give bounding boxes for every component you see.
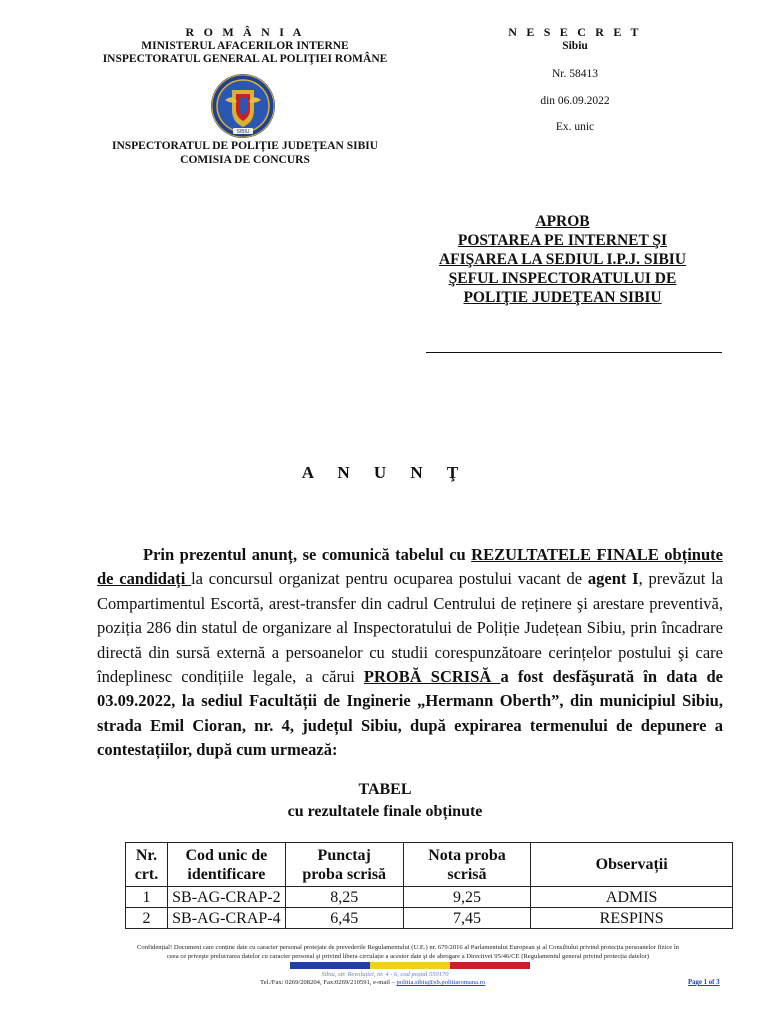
paragraph-test-details: a fost desfăşurată în data de 03.09.2022, la sediul Facultății de Inginerie „Hermann Oberth”, din municipiul Sibiu, strada Emil Cioran, nr. 4, județul Sibiu, după expirarea termenului de depunere a contestațiilor, după cum urmează: <box>97 667 723 760</box>
cell-score: 8,25 <box>285 887 403 908</box>
document-title: A N U N Ţ <box>301 463 469 482</box>
header-code: Cod unic de identificare <box>167 843 285 887</box>
header-observations: Observații <box>531 843 733 887</box>
header-grade: Nota proba scrisă <box>403 843 531 887</box>
registration-date: din 06.09.2022 <box>540 94 610 107</box>
inspectorate-name: INSPECTORATUL GENERAL AL POLIŢIEI ROMÂNE <box>102 53 388 65</box>
city-label: Sibiu <box>562 39 588 52</box>
table-subtitle: cu rezultatele finale obținute <box>287 803 483 820</box>
paragraph-written-test-emphasis: PROBĂ SCRISĂ <box>363 667 501 687</box>
cell-nr: 2 <box>126 908 168 929</box>
table-row <box>126 887 733 908</box>
cell-code: SB-AG-CRAP-4 <box>167 908 285 929</box>
paragraph-results-emphasis: REZULTATELE FINALE obținute de candidați <box>97 545 723 589</box>
tricolor-flag-stripe <box>290 962 530 969</box>
header-score: Punctaj proba scrisă <box>285 843 403 887</box>
footer-contact <box>260 979 560 986</box>
registration-number: Nr. 58413 <box>552 68 598 80</box>
document-registration-block <box>495 26 655 135</box>
footer-email-link[interactable]: politia.sibiu@sb.politiaromana.ro <box>396 979 486 986</box>
crest-label: SIBIU <box>236 129 250 135</box>
table-title: TABEL <box>358 781 412 798</box>
paragraph-contest-text: la concursul organizat pentru ocuparea postului vacant de <box>191 569 588 589</box>
flag-yellow <box>370 962 450 969</box>
copy-label: Ex. unic <box>555 121 595 133</box>
cell-score: 6,45 <box>285 908 403 929</box>
confidentiality-line-2: ceea ce priveşte prelucrarea datelor cu caracter personal şi privind libera circulație a acestor date şi de abrogare a Directivei 95/46/CE (Regulamentul general privind protecția datelor) <box>166 953 650 960</box>
cell-code: SB-AG-CRAP-2 <box>167 887 285 908</box>
confidentiality-note <box>88 943 728 961</box>
cell-grade: 7,45 <box>403 908 531 929</box>
issuing-unit-block <box>60 139 430 167</box>
ministry-name: MINISTERUL AFACERILOR INTERNE <box>141 39 349 52</box>
paragraph-position-title: agent I <box>587 569 639 589</box>
announcement-paragraph <box>97 543 723 763</box>
header-institution-block <box>60 26 430 67</box>
approval-line-3: AFIŞAREA LA SEDIUL I.P.J. SIBIU <box>438 251 687 268</box>
flag-blue <box>290 962 370 969</box>
country-name: R O M Â N I A <box>185 25 305 39</box>
paragraph-intro: Prin prezentul anunț, se comunică tabelul cu <box>143 545 472 564</box>
confidentiality-line-1: Confidențial! Document care conține date cu caracter personal protejate de prevederile Regulamentului (U.E.) nr. 679/2016 al Parlamentului European şi al Consiliului privind protecția persoanelor fizice în <box>137 944 679 951</box>
approval-line-1: APROB <box>535 213 590 230</box>
results-table <box>125 842 733 929</box>
table-row <box>126 908 733 929</box>
police-crest-logo <box>203 72 283 140</box>
cell-nr: 1 <box>126 887 168 908</box>
cell-observation: RESPINS <box>531 908 733 929</box>
table-header-row <box>126 843 733 887</box>
footer-phone-fax: Tel./Fax: 0269/208204, Fax:0269/210591, e-mail – <box>260 979 397 986</box>
signature-line <box>426 352 722 353</box>
paragraph-position-details: , prevăzut la Compartimentul Escortă, arest-transfer din cadrul Centrului de reținere şi arestare preventivă, poziția 286 din statul de organizare al Inspectoratului de Poliție Județean Sibiu, prin încadrare directă din sursă externă a persoanelor cu studii corespunzătoare cerințelor postului şi care îndeplinesc condițiile legale, a cărui <box>97 569 723 687</box>
commission-name: COMISIA DE CONCURS <box>180 154 310 166</box>
table-title-block <box>0 779 770 823</box>
approval-line-2: POSTAREA PE INTERNET ŞI <box>457 232 668 249</box>
county-inspectorate-name: INSPECTORATUL DE POLIŢIE JUDEŢEAN SIBIU <box>111 140 379 152</box>
header-nr: Nr. crt. <box>126 843 168 887</box>
flag-red <box>450 962 530 969</box>
approval-line-5: POLIŢIE JUDEŢEAN SIBIU <box>463 289 662 306</box>
page-number: Page 1 of 3 <box>688 979 720 986</box>
footer-address: Sibiu, str. Revoluției, nr. 4 - 6, cod poștal 550170 <box>321 971 449 978</box>
approval-line-4: ŞEFUL INSPECTORATULUI DE <box>448 270 677 287</box>
approval-block <box>400 212 725 307</box>
classification-label: N E S E C R E T <box>508 25 642 39</box>
cell-observation: ADMIS <box>531 887 733 908</box>
cell-grade: 9,25 <box>403 887 531 908</box>
